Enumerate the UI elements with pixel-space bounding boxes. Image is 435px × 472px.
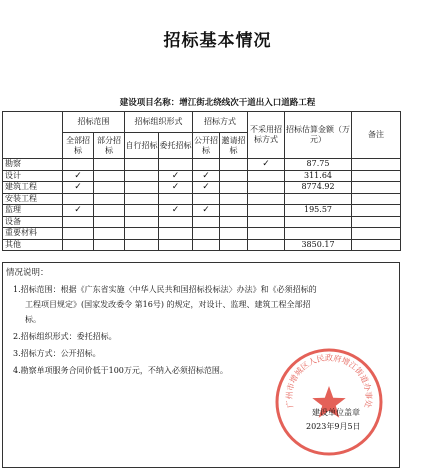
check-mark-icon: ✓ <box>193 170 220 182</box>
note-scope-line-2: 工程项目规定》(国家发改委令 第16号) 的规定，对设计、监理、建筑工程全部招 <box>25 300 311 309</box>
check-mark-icon: ✓ <box>193 182 220 194</box>
table-row <box>3 159 401 171</box>
row-label: 重要材料 <box>3 228 63 240</box>
signature-label: 建设单位盖章 <box>312 408 360 417</box>
table-row <box>3 239 401 251</box>
header-not-adopted: 不采用招标方式 <box>248 112 285 159</box>
subheader-open: 公开招标 <box>193 133 220 159</box>
explanation-heading: 情况说明： <box>6 268 49 278</box>
amount-cell: 87.75 <box>285 159 352 171</box>
amount-cell: 311.64 <box>285 170 352 182</box>
table-row <box>3 170 401 182</box>
header-amount: 招标估算金额（万元） <box>285 112 352 159</box>
header-remark: 备注 <box>352 112 401 159</box>
check-mark-icon: ✓ <box>63 170 94 182</box>
amount-cell <box>285 193 352 205</box>
check-mark-icon: ✓ <box>159 205 193 217</box>
row-label: 其他 <box>3 239 63 251</box>
amount-cell: 8774.92 <box>285 182 352 194</box>
note-org-form: 2.招标组织形式：委托招标。 <box>13 332 117 341</box>
header-org-form: 招标组织形式 <box>125 112 193 133</box>
row-label: 监理 <box>3 205 63 217</box>
amount-cell <box>285 216 352 228</box>
note-scope-line-3: 标。 <box>25 315 41 324</box>
subheader-self: 自行招标 <box>125 133 159 159</box>
corner-cell <box>3 112 63 159</box>
table-row <box>3 182 401 194</box>
note-scope-line-1: 1.招标范围：根据《广东省实施〈中华人民共和国招标投标法〉办法》和《必须招标的 <box>13 285 317 294</box>
tender-table <box>2 111 401 251</box>
header-method: 招标方式 <box>193 112 248 133</box>
signature-date: 2023年9月5日 <box>306 422 361 431</box>
note-survey: 4.勘察单项服务合同价低于100万元，不纳入必须招标范围。 <box>13 366 228 375</box>
check-mark-icon: ✓ <box>193 205 220 217</box>
subheader-entrusted: 委托招标 <box>159 133 193 159</box>
header-scope: 招标范围 <box>63 112 125 133</box>
amount-cell <box>285 228 352 240</box>
subheader-invited: 邀请招标 <box>220 133 248 159</box>
check-mark-icon: ✓ <box>159 170 193 182</box>
document-title: 招标基本情况 <box>163 31 272 51</box>
project-name-line: 建设项目名称：增江街北绕线次干道出入口道路工程 <box>119 98 316 108</box>
seal-text: 广州市增城区人民政府增江街道办事处 <box>284 353 374 409</box>
check-mark-icon: ✓ <box>248 159 285 171</box>
note-method: 3.招标方式：公开招标。 <box>13 349 101 358</box>
check-mark-icon: ✓ <box>159 182 193 194</box>
check-mark-icon: ✓ <box>63 205 94 217</box>
amount-cell: 3850.17 <box>285 239 352 251</box>
row-label: 安装工程 <box>3 193 63 205</box>
subheader-all: 全部招标 <box>63 133 94 159</box>
table-row <box>3 205 401 217</box>
row-label: 建筑工程 <box>3 182 63 194</box>
subheader-part: 部分招标 <box>94 133 125 159</box>
row-label: 设备 <box>3 216 63 228</box>
check-mark-icon: ✓ <box>63 182 94 194</box>
table-row <box>3 193 401 205</box>
row-label: 勘察 <box>3 159 63 171</box>
amount-cell: 195.57 <box>285 205 352 217</box>
row-label: 设计 <box>3 170 63 182</box>
table-row <box>3 216 401 228</box>
table-row <box>3 228 401 240</box>
official-seal <box>273 346 385 458</box>
